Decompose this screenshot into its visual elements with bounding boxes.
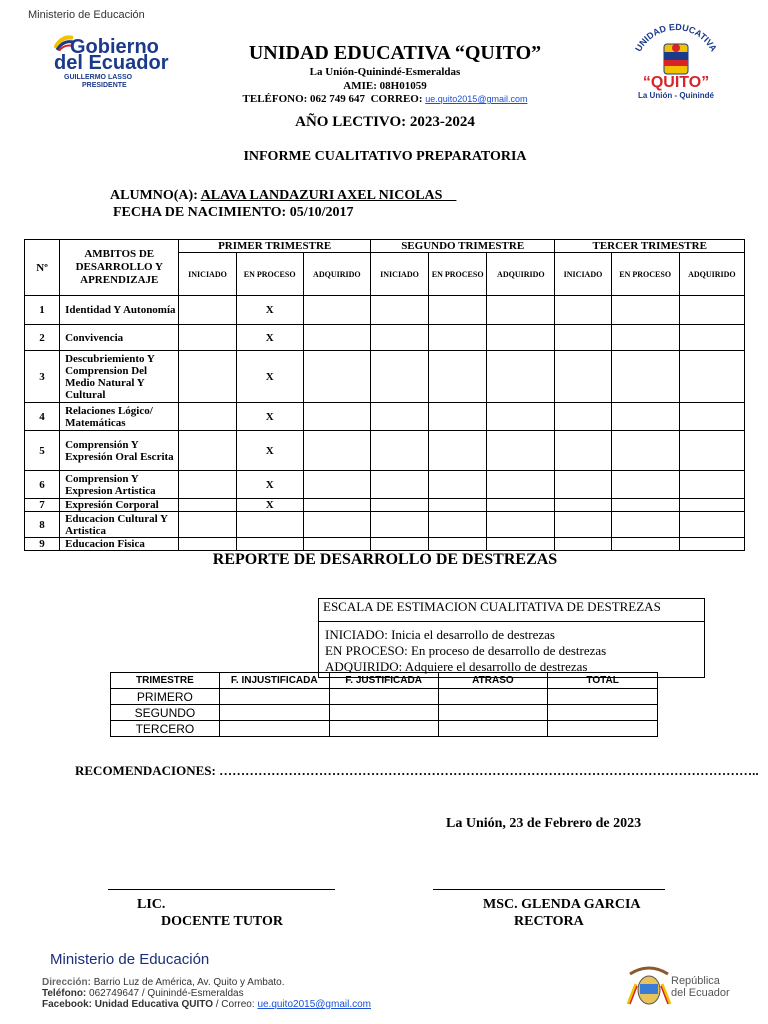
grade-mark-cell [179,325,236,351]
attendance-cell [329,705,438,721]
grade-mark-cell [611,351,679,403]
student-line [110,188,456,204]
student-name: ALAVA LANDAZURI AXEL NICOLAS [200,188,443,203]
academic-year: AÑO LECTIVO: 2023-2024 [295,114,475,130]
attendance-cell [548,721,658,737]
grade-mark-cell: X [236,325,303,351]
grade-mark-cell [429,512,487,538]
scale-line: INICIADO: Inicia el desarrollo de destrezas [325,627,555,642]
grade-mark-cell [303,403,370,431]
grade-row [25,403,745,431]
coat-of-arms-icon [626,964,672,1012]
school-logo [626,22,726,104]
grade-mark-cell [679,499,744,512]
ambit-name: Educacion Fisica [60,538,179,551]
level-header: EN PROCESO [236,253,303,296]
school-contact [200,93,570,105]
row-number: 9 [25,538,60,551]
grade-mark-cell [487,351,555,403]
skills-report-title: REPORTE DE DESARROLLO DE DESTREZAS [212,551,558,568]
grade-mark-cell [487,512,555,538]
grade-mark-cell [303,351,370,403]
row-number: 3 [25,351,60,403]
grade-mark-cell [555,351,611,403]
grade-row [25,499,745,512]
scale-line: EN PROCESO: En proceso de desarrollo de destrezas [325,643,607,658]
grade-mark-cell [429,538,487,551]
grade-mark-cell [179,499,236,512]
school-amie: AMIE: 08H01059 [343,80,427,92]
scale-box [318,598,705,678]
gov-logo-line1: Gobierno [70,36,159,58]
grade-mark-cell [611,403,679,431]
grade-mark-cell: X [236,471,303,499]
grade-mark-cell [679,403,744,431]
grade-mark-cell [179,512,236,538]
attendance-cell [548,689,658,705]
teacher-role: DOCENTE TUTOR [161,914,284,929]
attendance-header: F. JUSTIFICADA [329,673,438,689]
grade-mark-cell [179,351,236,403]
footer-facebook[interactable]: Unidad Educativa QUITO [94,999,213,1010]
school-logo-name: “QUITO” [642,74,710,91]
scale-title: ESCALA DE ESTIMACION CUALITATIVA DE DESTREZAS [319,599,704,622]
grade-mark-cell [429,325,487,351]
row-number: 6 [25,471,60,499]
footer-mail-label: / Correo: [215,999,255,1010]
row-number: 2 [25,325,60,351]
republic-label [671,975,730,999]
attendance-row [111,705,658,721]
grades-table [24,239,745,551]
attendance-term: SEGUNDO [111,705,220,721]
grade-mark-cell: X [236,499,303,512]
grade-mark-cell [487,499,555,512]
grade-mark-cell [370,351,428,403]
teacher-title: LIC. [137,897,166,912]
ambit-name: Identidad Y Autonomía [60,296,179,325]
level-header: INICIADO [370,253,428,296]
grade-mark-cell [429,403,487,431]
school-name: UNIDAD EDUCATIVA “QUITO” [248,42,542,64]
row-number: 1 [25,296,60,325]
level-header: ADQUIRIDO [487,253,555,296]
level-header: EN PROCESO [611,253,679,296]
grade-mark-cell [370,296,428,325]
grade-mark-cell [679,538,744,551]
grade-mark-cell [429,431,487,471]
grade-mark-cell [611,431,679,471]
grade-mark-cell [555,512,611,538]
grade-mark-cell [370,538,428,551]
grade-mark-cell [679,512,744,538]
grade-mark-cell [303,431,370,471]
grade-mark-cell [487,296,555,325]
attendance-cell [438,721,548,737]
attendance-cell [548,705,658,721]
recommendations: RECOMENDACIONES: …………………………………………………………………………………………………………….. [75,763,759,778]
grade-mark-cell [179,403,236,431]
grade-mark-cell: X [236,431,303,471]
level-header: ADQUIRIDO [303,253,370,296]
row-number: 5 [25,431,60,471]
grade-mark-cell [303,296,370,325]
republic-line1: República [671,975,720,987]
ambit-name: Comprension Y Expresion Artistica [60,471,179,499]
grade-mark-cell [429,296,487,325]
signature-line-left [108,889,335,890]
attendance-header: F. INJUSTIFICADA [219,673,329,689]
grade-mark-cell [611,325,679,351]
grade-mark-cell [555,538,611,551]
grade-row [25,512,745,538]
government-logo [48,33,173,91]
footer-address: Barrio Luz de América, Av. Quito y Ambato. [93,977,285,988]
grade-mark-cell [487,325,555,351]
student-label: ALUMNO(A): [110,188,198,203]
grade-mark-cell [236,538,303,551]
grade-mark-cell: X [236,351,303,403]
attendance-table [110,672,658,737]
grade-mark-cell [555,499,611,512]
ambit-name: Educacion Cultural Y Artistica [60,512,179,538]
report-title: INFORME CUALITATIVO PREPARATORIA [243,149,527,164]
footer-mail-link[interactable]: ue.quito2015@gmail.com [257,999,371,1010]
grade-mark-cell [555,325,611,351]
grade-mark-cell [487,403,555,431]
level-header: ADQUIRIDO [679,253,744,296]
grade-row [25,538,745,551]
birth-date: FECHA DE NACIMIENTO: 05/10/2017 [113,205,354,220]
grade-mark-cell [555,296,611,325]
level-header: INICIADO [179,253,236,296]
footer-phone-label: Teléfono: [42,988,87,999]
row-number: 7 [25,499,60,512]
grade-mark-cell [303,471,370,499]
grade-mark-cell [179,538,236,551]
scale-line: ADQUIRIDO: Adquiere el desarrollo de destrezas [325,659,588,674]
grade-row [25,431,745,471]
grade-mark-cell [429,471,487,499]
grade-mark-cell [679,431,744,471]
grade-row [25,351,745,403]
attendance-term: PRIMERO [111,689,220,705]
principal-name: MSC. GLENDA GARCIA [483,897,641,912]
grade-mark-cell [487,431,555,471]
footer-address-label: Dirección: [42,977,91,988]
grade-mark-cell [555,471,611,499]
gov-logo-line4: PRESIDENTE [82,82,127,89]
footer-facebook-label: Facebook: [42,999,93,1010]
attendance-cell [219,721,329,737]
attendance-cell [329,689,438,705]
grade-mark-cell [370,512,428,538]
email-label: CORREO: [370,93,423,105]
ministry-header-label: Ministerio de Educación [28,9,145,21]
attendance-row [111,721,658,737]
attendance-cell [219,689,329,705]
col-header-term-3: TERCER TRIMESTRE [555,240,745,253]
grade-mark-cell [611,499,679,512]
grade-mark-cell [370,325,428,351]
attendance-cell [438,705,548,721]
principal-role: RECTORA [514,914,584,929]
grade-mark-cell [370,499,428,512]
grade-mark-cell [555,431,611,471]
grade-mark-cell [303,499,370,512]
school-phone: TELÉFONO: 062 749 647 [242,93,366,105]
gov-logo-line2: del Ecuador [54,52,169,74]
ambit-name: Expresión Corporal [60,499,179,512]
grade-mark-cell [179,431,236,471]
col-header-term-1: PRIMER TRIMESTRE [179,240,371,253]
republic-line2: del Ecuador [671,987,730,999]
row-number: 4 [25,403,60,431]
grade-mark-cell [429,351,487,403]
grade-row [25,325,745,351]
grade-row [25,471,745,499]
attendance-header: TOTAL [548,673,658,689]
footer-info [42,977,371,1010]
grade-mark-cell [679,296,744,325]
grade-mark-cell [370,431,428,471]
attendance-header: ATRASO [438,673,548,689]
school-email-link[interactable]: ue.quito2015@gmail.com [425,94,528,104]
ambit-name: Relaciones Lógico/ Matemáticas [60,403,179,431]
ambit-name: Convivencia [60,325,179,351]
attendance-row [111,689,658,705]
attendance-cell [329,721,438,737]
grade-mark-cell [179,296,236,325]
footer-ministry: Ministerio de Educación [50,951,210,968]
date-line: La Unión, 23 de Febrero de 2023 [446,816,642,831]
attendance-cell [438,689,548,705]
grade-mark-cell [555,403,611,431]
grade-mark-cell [679,325,744,351]
level-header: EN PROCESO [429,253,487,296]
grade-mark-cell [179,471,236,499]
grade-mark-cell [487,471,555,499]
level-header: INICIADO [555,253,611,296]
attendance-cell [219,705,329,721]
ecuador-coat-of-arms [626,964,672,1012]
grade-mark-cell: X [236,296,303,325]
gov-logo-line3: GUILLERMO LASSO [64,74,133,81]
signature-line-right [433,889,665,890]
grade-mark-cell [679,351,744,403]
grade-mark-cell [487,538,555,551]
ambit-name: Descubriemiento Y Comprension Del Medio Natural Y Cultural [60,351,179,403]
school-logo-arc-text: UNIDAD EDUCATIVA [633,22,719,54]
grade-mark-cell [611,512,679,538]
col-header-number: Nº [25,240,60,296]
grade-mark-cell: X [236,403,303,431]
school-logo-place: La Unión - Quinindé [638,91,714,100]
ambit-name: Comprensión Y Expresión Oral Escrita [60,431,179,471]
grade-mark-cell [303,538,370,551]
grade-mark-cell [679,471,744,499]
grade-mark-cell [370,471,428,499]
grade-mark-cell [303,512,370,538]
attendance-term: TERCERO [111,721,220,737]
row-number: 8 [25,512,60,538]
grade-mark-cell [303,325,370,351]
grade-mark-cell [611,538,679,551]
grade-row [25,296,745,325]
grade-mark-cell [611,471,679,499]
school-location: La Unión-Quinindé-Esmeraldas [309,66,461,78]
grade-mark-cell [611,296,679,325]
grade-mark-cell [236,512,303,538]
attendance-header: TRIMESTRE [111,673,220,689]
col-header-term-2: SEGUNDO TRIMESTRE [370,240,555,253]
footer-phone: 062749647 / Quinindé-Esmeraldas [89,988,244,999]
col-header-ambit: AMBITOS DE DESARROLLO Y APRENDIZAJE [60,240,179,296]
grade-mark-cell [429,499,487,512]
grade-mark-cell [370,403,428,431]
